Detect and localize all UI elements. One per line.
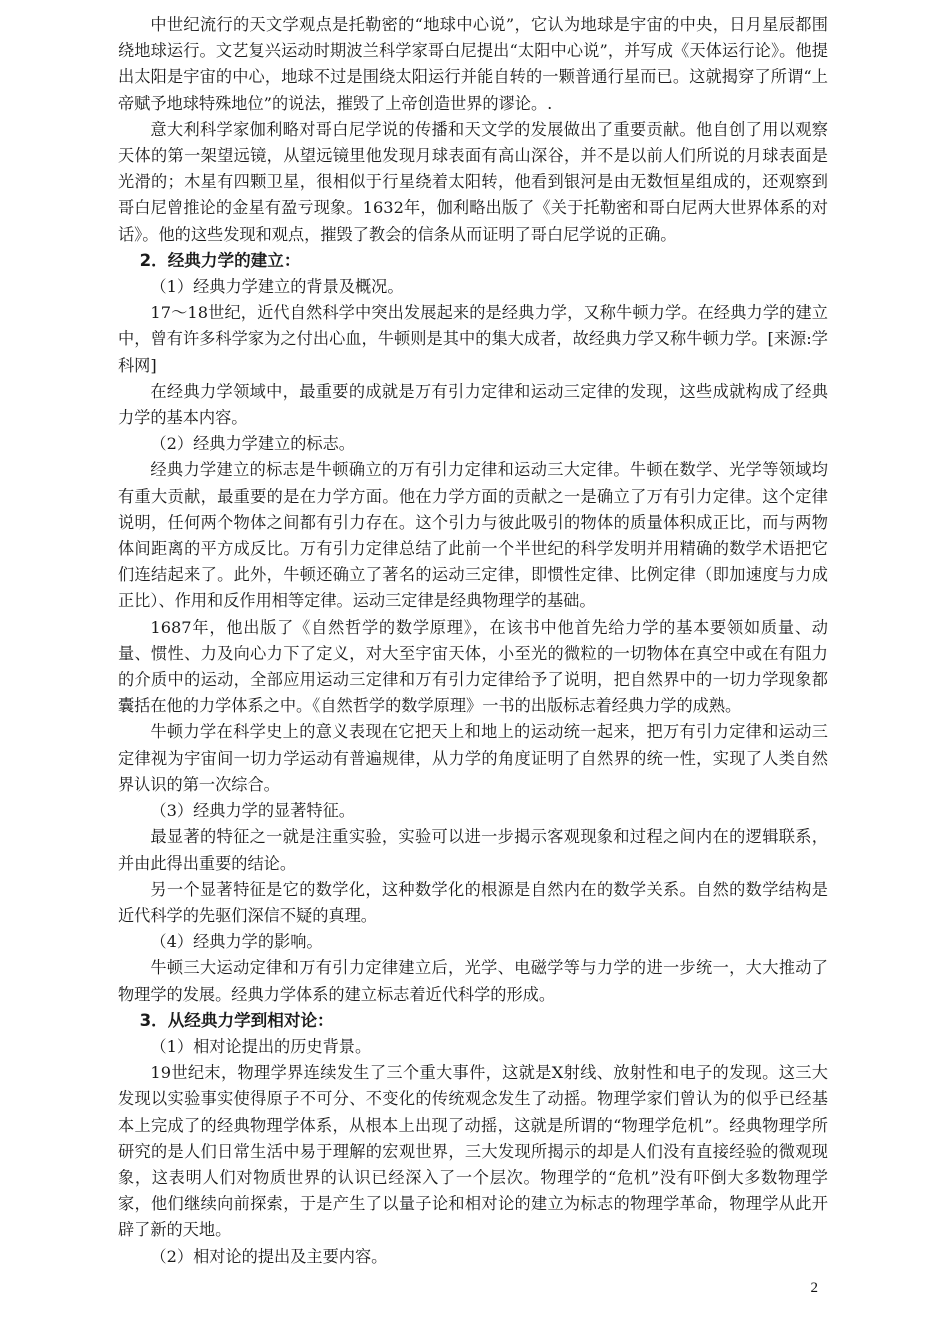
paragraph-experiment: 最显著的特征之一就是注重实验，实验可以进一步揭示客观现象和过程之间内在的逻辑联系，并由此得出重要的结论。	[118, 827, 828, 873]
document-body	[118, 12, 828, 1270]
paragraph-mathematization: 另一个显著特征是它的数学化，这种数学化的根源是自然内在的数学关系。自然的数学结构是近代科学的先驱们深信不疑的真理。	[118, 879, 828, 925]
section-heading-relativity: 3．从经典力学到相对论：	[139, 1010, 334, 1030]
paragraph-gravitation-laws: 经典力学建立的标志是牛顿确立的万有引力定律和运动三大定律。牛顿在数学、光学等领域均有重大贡献，最重要的是在力学方面。他在力学方面的贡献之一是确立了万有引力定律。这个定律说明，任何两个物体之间都有引力存在。这个引力与彼此吸引的物体的质量体积成正比，而与两物体间距离的平方成反比。万有引力定律总结了此前一个半世纪的科学发明并用精确的数学术语把它们连结起来了。此外，牛顿还确立了著名的运动三定律，即惯性定律、比例定律（即加速度与力成正比）、作用和反作用相等定律。运动三定律是经典物理学的基础。	[118, 460, 828, 611]
paragraph-geocentric: 中世纪流行的天文学观点是托勒密的“地球中心说”，它认为地球是宇宙的中央，日月星辰都围绕地球运行。文艺复兴运动时期波兰科学家哥白尼提出“太阳中心说”，并写成《天体运行论》。他提出太阳是宇宙的中心，地球不过是围绕太阳运行并能自转的一颗普通行星而已。这就揭穿了所谓“上帝赋予地球特殊地位”的说法，摧毁了上帝创造世界的谬论。.	[118, 15, 828, 113]
subheading-influence: （4）经典力学的影响。	[150, 932, 323, 952]
section-heading-classical-mechanics: 2．经典力学的建立：	[139, 250, 301, 270]
paragraph-newton-mechanics: 17～18世纪，近代自然科学中突出发展起来的是经典力学，又称牛顿力学。在经典力学的建立中，曾有许多科学家为之付出心血，牛顿则是其中的集大成者，故经典力学又称牛顿力学。[来源:学科网]	[118, 303, 828, 375]
subheading-relativity-background: （1）相对论提出的历史背景。	[150, 1036, 372, 1056]
subheading-relativity-content: （2）相对论的提出及主要内容。	[150, 1246, 388, 1266]
paragraph-principia: 1687年，他出版了《自然哲学的数学原理》，在该书中他首先给力学的基本要领如质量、动量、惯性、力及向心力下了定义，对大至宇宙天体，小至光的微粒的一切物体在真空中或在有阻力的介质中的运动，全部应用运动三定律和万有引力定律给予了说明，把自然界中的一切力学现象都囊括在他的力学体系之中。《自然哲学的数学原理》一书的出版标志着经典力学的成熟。	[118, 617, 828, 716]
paragraph-physics-crisis: 19世纪末，物理学界连续发生了三个重大事件，这就是X射线、放射性和电子的发现。这三大发现以实验事实使得原子不可分、不变化的传统观念发生了动摇。物理学家们曾认为的似乎已经基本上完成了的经典物理学体系，从根本上出现了动摇，这就是所谓的“物理学危机”。经典物理学所研究的是人们日常生活中易于理解的宏观世界，三大发现所揭示的却是人们没有直接经验的微观现象，这表明人们对物质世界的认识已经深入了一个层次。物理学的“危机”没有吓倒大多数物理学家，他们继续向前探索，于是产生了以量子论和相对论的建立为标志的物理学革命，物理学从此开辟了新的天地。	[118, 1063, 828, 1240]
subheading-markers: （2）经典力学建立的标志。	[150, 434, 355, 454]
subheading-features: （3）经典力学的显著特征。	[150, 801, 355, 821]
page-number: 2	[810, 1280, 818, 1296]
paragraph-galileo: 意大利科学家伽利略对哥白尼学说的传播和天文学的发展做出了重要贡献。他自创了用以观察天体的第一架望远镜，从望远镜里他发现月球表面有高山深谷，并不是以前人们所说的月球表面是光滑的；木星有四颗卫星，很相似于行星绕着太阳转，他看到银河是由无数恒星组成的，还观察到哥白尼曾推论的金星有盈亏现象。1632年，伽利略出版了《关于托勒密和哥白尼两大世界体系的对话》。他的这些发现和观点，摧毁了教会的信条从而证明了哥白尼学说的正确。	[118, 119, 828, 244]
paragraph-significance: 牛顿力学在科学史上的意义表现在它把天上和地上的运动统一起来，把万有引力定律和运动三定律视为宇宙间一切力学运动有普遍规律，从力学的角度证明了自然界的统一性，实现了人类自然界认识的第一次综合。	[118, 722, 828, 794]
subheading-background: （1）经典力学建立的背景及概况。	[150, 277, 404, 297]
paragraph-core-achievements: 在经典力学领域中，最重要的成就是万有引力定律和运动三定律的发现，这些成就构成了经典力学的基本内容。	[118, 381, 828, 428]
paragraph-influence: 牛顿三大运动定律和万有引力定律建立后，光学、电磁学等与力学的进一步统一，大大推动了物理学的发展。经典力学体系的建立标志着近代科学的形成。	[118, 958, 828, 1004]
